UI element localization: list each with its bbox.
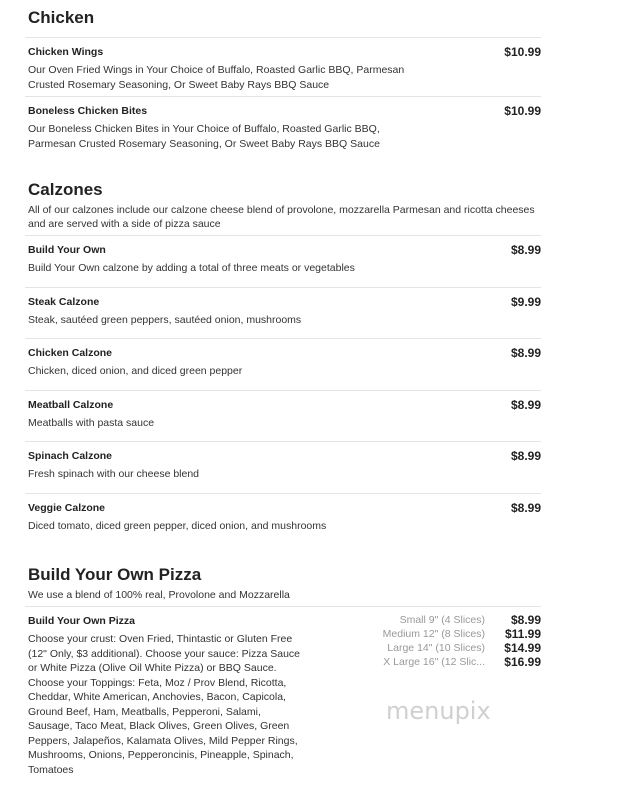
- item-price: $8.99: [510, 449, 541, 463]
- size-option: [341, 613, 541, 627]
- menu-item: [25, 235, 541, 287]
- menu-item: [25, 441, 541, 493]
- size-label: Large 14" (10 Slices): [387, 642, 485, 654]
- item-price: $8.99: [510, 500, 541, 515]
- size-option: [341, 655, 541, 669]
- size-price-list: [341, 613, 541, 777]
- size-label: X Large 16" (12 Slic...: [383, 656, 485, 668]
- size-price: $16.99: [504, 655, 541, 669]
- item-description: Our Boneless Chicken Bites in Your Choice of Buffalo, Roasted Garlic BBQ, Parmesan Crusted Rosemary Seasoning, Or Sweet Baby Rays BBQ Sauce: [28, 123, 380, 150]
- item-price: $10.99: [504, 45, 541, 59]
- menu-item: [25, 493, 541, 545]
- size-price: $14.99: [504, 641, 541, 655]
- section-description: We use a blend of 100% real, Provolone and Mozzarella: [28, 589, 290, 601]
- item-price: $9.99: [510, 294, 541, 309]
- section-chicken: [28, 7, 541, 155]
- size-label: Medium 12" (8 Slices): [382, 628, 485, 640]
- item-description: Meatballs with pasta sauce: [28, 416, 155, 429]
- item-price: $10.99: [504, 104, 541, 118]
- section-build-your-own-pizza: [28, 564, 541, 777]
- size-option: [341, 641, 541, 655]
- size-price: $8.99: [510, 613, 541, 627]
- item-description: Choose your crust: Oven Fried, Thintastic or Gluten Free (12" Only, $3 additional). Choose your sauce: Pizza Sauce or White Pizza (Olive Oil White Pizza) or BBQ Sauce. Choose your Toppings: Feta, Moz / Prov Blend, Ricotta, Cheddar, White American, Anchovies, Bacon, Capicola, Ground Beef, Ham, Meatballs, Pepperoni, Salami, Sausage, Taco Meat, Black Olives, Green Olives, Green Peppers, Jalapeños, Kalamata Olives, Mild Pepper Rings, Mushrooms, Onions, Pepperoncinis, Pineapple, Spinach, Tomatoes: [28, 633, 301, 776]
- item-name: Build Your Own Pizza: [28, 615, 135, 627]
- item-name: Veggie Calzone: [28, 501, 106, 514]
- menu-sections: [28, 7, 541, 544]
- menu: [28, 0, 541, 777]
- item-description: Build Your Own calzone by adding a total of three meats or vegetables: [28, 262, 355, 274]
- item-name: Build Your Own: [28, 244, 106, 256]
- item-name: Meatball Calzone: [28, 398, 114, 411]
- section-description: All of our calzones include our calzone cheese blend of provolone, mozzarella Parmesan and ricotta cheeses and are served with a side of pizza sauce: [28, 204, 535, 230]
- item-description: Chicken, diced onion, and diced green pepper: [28, 365, 243, 377]
- item-name: Chicken Calzone: [28, 347, 113, 359]
- size-price: $11.99: [504, 627, 541, 641]
- size-option: [341, 627, 541, 641]
- item-name: Steak Calzone: [28, 295, 100, 308]
- section-title: Calzones: [28, 180, 103, 199]
- item-description: Steak, sautéed green peppers, sautéed onion, mushrooms: [28, 313, 302, 326]
- menu-item: [25, 606, 541, 777]
- item-description: Our Oven Fried Wings in Your Choice of Buffalo, Roasted Garlic BBQ, Parmesan Crusted Rosemary Seasoning, Or Sweet Baby Rays BBQ Sauce: [28, 64, 405, 91]
- menupix-watermark-logo: menupix: [386, 697, 491, 725]
- item-description: Fresh spinach with our cheese blend: [28, 468, 200, 480]
- section-title: Chicken: [28, 8, 95, 27]
- menu-item: [25, 37, 541, 96]
- section-calzones: [28, 179, 541, 544]
- menu-item: [25, 338, 541, 390]
- item-price: $8.99: [510, 243, 541, 257]
- item-name: Spinach Calzone: [28, 450, 113, 462]
- item-name: Boneless Chicken Bites: [28, 105, 148, 117]
- item-price: $8.99: [510, 346, 541, 360]
- size-label: Small 9" (4 Slices): [399, 614, 485, 626]
- item-price: $8.99: [510, 397, 541, 412]
- menu-item: [25, 287, 541, 339]
- menu-item: [25, 390, 541, 442]
- section-title: Build Your Own Pizza: [28, 565, 202, 584]
- menu-item: [25, 96, 541, 155]
- item-name: Chicken Wings: [28, 46, 104, 58]
- item-description: Diced tomato, diced green pepper, diced onion, and mushrooms: [28, 519, 327, 532]
